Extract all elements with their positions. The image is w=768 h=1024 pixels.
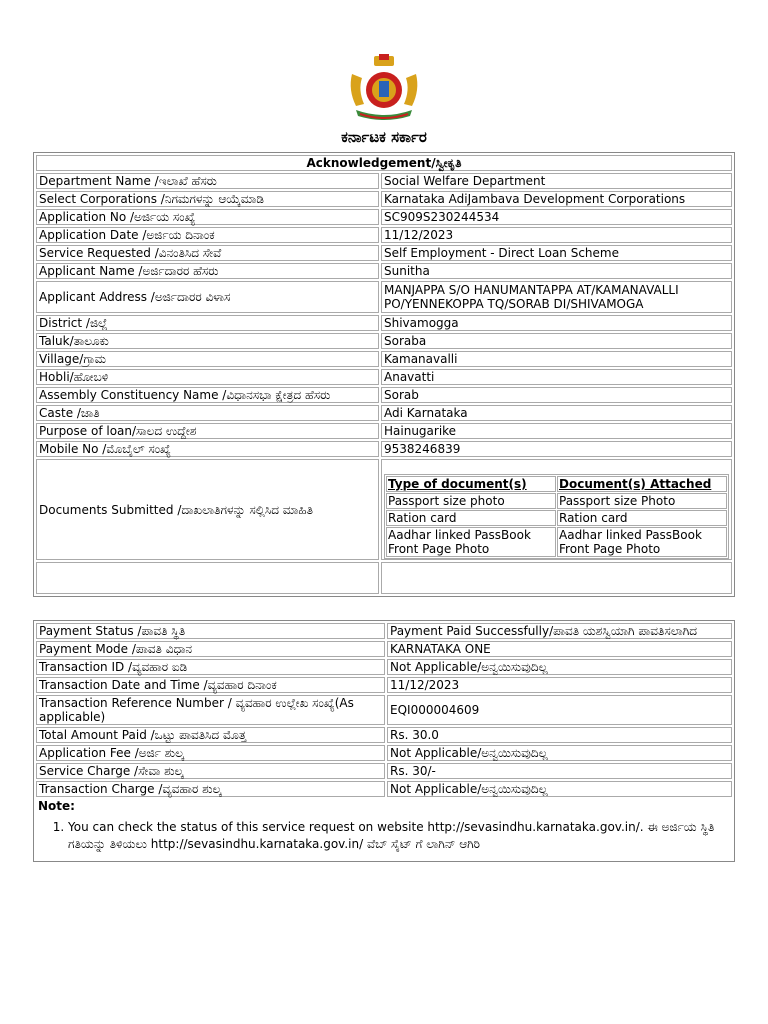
field-label: Service Requested /ವಿನಂತಿಸಿದ ಸೇವೆ (36, 245, 379, 261)
table-row (36, 333, 732, 349)
ack-title: Acknowledgement/ಸ್ವೀಕೃತಿ (36, 155, 732, 171)
table-row (36, 263, 732, 279)
field-value: Not Applicable/ಅನ್ವಯಿಸುವುದಿಲ್ಲ (387, 745, 732, 761)
field-value: 9538246839 (381, 441, 732, 457)
documents-table (384, 474, 729, 559)
document-attached: Passport size Photo (557, 493, 727, 509)
note-cell (36, 799, 732, 859)
document-row (386, 527, 727, 557)
table-row (36, 245, 732, 261)
document-type: Ration card (386, 510, 556, 526)
field-value: Not Applicable/ಅನ್ವಯಿಸುವುದಿಲ್ಲ (387, 781, 732, 797)
table-row (36, 281, 732, 313)
field-label: Taluk/ತಾಲೂಕು (36, 333, 379, 349)
field-label: Payment Status /ಪಾವತಿ ಸ್ಥಿತಿ (36, 623, 385, 639)
field-value: 11/12/2023 (387, 677, 732, 693)
field-value: Kamanavalli (381, 351, 732, 367)
field-label: Transaction ID /ವ್ಯವಹಾರ ಐಡಿ (36, 659, 385, 675)
field-value: Shivamogga (381, 315, 732, 331)
table-row (36, 641, 732, 657)
field-value: Rs. 30.0 (387, 727, 732, 743)
table-row (36, 209, 732, 225)
acknowledgement-table (33, 152, 735, 597)
field-label: Service Charge /ಸೇವಾ ಶುಲ್ಕ (36, 763, 385, 779)
state-emblem-icon (346, 54, 422, 124)
field-value: Self Employment - Direct Loan Scheme (381, 245, 732, 261)
field-label: Total Amount Paid /ಒಟ್ಟು ಪಾವತಿಸಿದ ಮೊತ್ತ (36, 727, 385, 743)
table-row (36, 423, 732, 439)
field-label: Caste /ಜಾತಿ (36, 405, 379, 421)
field-value: SC909S230244534 (381, 209, 732, 225)
field-label: Application Date /ಅರ್ಜಿಯ ದಿನಾಂಕ (36, 227, 379, 243)
documents-col-type: Type of document(s) (386, 476, 556, 492)
note-row (36, 799, 732, 859)
documents-label: Documents Submitted /ದಾಖಲಾತಿಗಳನ್ನು ಸಲ್ಲಿಸಿದ ಮಾಹಿತಿ (36, 459, 379, 560)
table-row (36, 405, 732, 421)
table-row (36, 659, 732, 675)
empty-row (36, 562, 732, 594)
field-label: Application No /ಅರ್ಜಿಯ ಸಂಖ್ಯೆ (36, 209, 379, 225)
field-value: 11/12/2023 (381, 227, 732, 243)
field-value: Anavatti (381, 369, 732, 385)
table-row (36, 763, 732, 779)
field-label: Applicant Address /ಅರ್ಜಿದಾರರ ವಿಳಾಸ (36, 281, 379, 313)
field-value: Hainugarike (381, 423, 732, 439)
field-value: Adi Karnataka (381, 405, 732, 421)
table-row (36, 781, 732, 797)
table-row (36, 191, 732, 207)
field-value: Soraba (381, 333, 732, 349)
field-value: Sorab (381, 387, 732, 403)
field-value: EQI000004609 (387, 695, 732, 725)
table-row (36, 441, 732, 457)
table-row (36, 387, 732, 403)
documents-col-attached: Document(s) Attached (557, 476, 727, 492)
field-value: Sunitha (381, 263, 732, 279)
field-label: Applicant Name /ಅರ್ಜಿದಾರರ ಹೆಸರು (36, 263, 379, 279)
field-label: Mobile No /ಮೊಬೈಲ್ ಸಂಖ್ಯೆ (36, 441, 379, 457)
field-label: District /ಜಿಲ್ಲೆ (36, 315, 379, 331)
field-label: Village/ಗ್ರಾಮ (36, 351, 379, 367)
document-type: Passport size photo (386, 493, 556, 509)
field-label: Transaction Charge /ವ್ಯವಹಾರ ಶುಲ್ಕ (36, 781, 385, 797)
documents-cell (381, 459, 732, 560)
table-row (36, 351, 732, 367)
field-value: MANJAPPA S/O HANUMANTAPPA AT/KAMANAVALLI PO/YENNEKOPPA TQ/SORAB DI/SHIVAMOGA (381, 281, 732, 313)
document-type: Aadhar linked PassBook Front Page Photo (386, 527, 556, 557)
document-attached: Ration card (557, 510, 727, 526)
field-label: Payment Mode /ಪಾವತಿ ವಿಧಾನ (36, 641, 385, 657)
note-title: Note: (38, 799, 75, 813)
table-header-row (36, 155, 732, 171)
field-label: Assembly Constituency Name /ವಿಧಾನಸಭಾ ಕ್ಷೇತ್ರದ ಹೆಸರು (36, 387, 379, 403)
documents-row (36, 459, 732, 560)
field-value: Rs. 30/- (387, 763, 732, 779)
note-list (38, 819, 730, 853)
table-row (36, 677, 732, 693)
document-attached: Aadhar linked PassBook Front Page Photo (557, 527, 727, 557)
field-label: Transaction Reference Number / ವ್ಯವಹಾರ ಉಲ್ಲೇಖ ಸಂಖ್ಯೆ(As applicable) (36, 695, 385, 725)
table-row (36, 695, 732, 725)
field-label: Select Corporations /ನಿಗಮಗಳನ್ನು ಆಯ್ಕೆಮಾಡಿ (36, 191, 379, 207)
field-value: KARNATAKA ONE (387, 641, 732, 657)
table-row (36, 623, 732, 639)
table-row (36, 315, 732, 331)
table-row (36, 369, 732, 385)
field-value: Payment Paid Successfully/ಪಾವತಿ ಯಶಸ್ವಿಯಾಗಿ ಪಾವತಿಸಲಾಗಿದ (387, 623, 732, 639)
field-value: Not Applicable/ಅನ್ವಯಿಸುವುದಿಲ್ಲ (387, 659, 732, 675)
empty-cell (381, 562, 732, 594)
field-label: Transaction Date and Time /ವ್ಯವಹಾರ ದಿನಾಂಕ (36, 677, 385, 693)
table-row (36, 745, 732, 761)
empty-cell (36, 562, 379, 594)
table-row (36, 227, 732, 243)
field-label: Hobli/ಹೋಬಳಿ (36, 369, 379, 385)
table-row (36, 173, 732, 189)
note-item: 1. You can check the status of this service request on website http://sevasindhu.karnataka.gov.in/. ಈ ಅರ್ಜಿಯ ಸ್ಥಿತಿ ಗತಿಯನ್ನು ತಿಳಿಯಲು http://sevasindhu.karnataka.gov.in/ ವೆಬ್ ಸೈಟ್ ಗೆ ಲಾಗಿನ್ ಆಗಿರಿ (68, 819, 730, 853)
field-label: Department Name /ಇಲಾಖೆ ಹೆಸರು (36, 173, 379, 189)
state-title: ಕರ್ನಾಟಕ ಸರ್ಕಾರ (341, 128, 427, 146)
table-row (36, 727, 732, 743)
field-value: Karnataka AdiJambava Development Corporations (381, 191, 732, 207)
documents-header-row (386, 476, 727, 492)
document-row (386, 493, 727, 509)
field-label: Purpose of loan/ಸಾಲದ ಉದ್ದೇಶ (36, 423, 379, 439)
field-label: Application Fee /ಅರ್ಜಿ ಶುಲ್ಕ (36, 745, 385, 761)
payment-table (33, 620, 735, 862)
document-row (386, 510, 727, 526)
field-value: Social Welfare Department (381, 173, 732, 189)
